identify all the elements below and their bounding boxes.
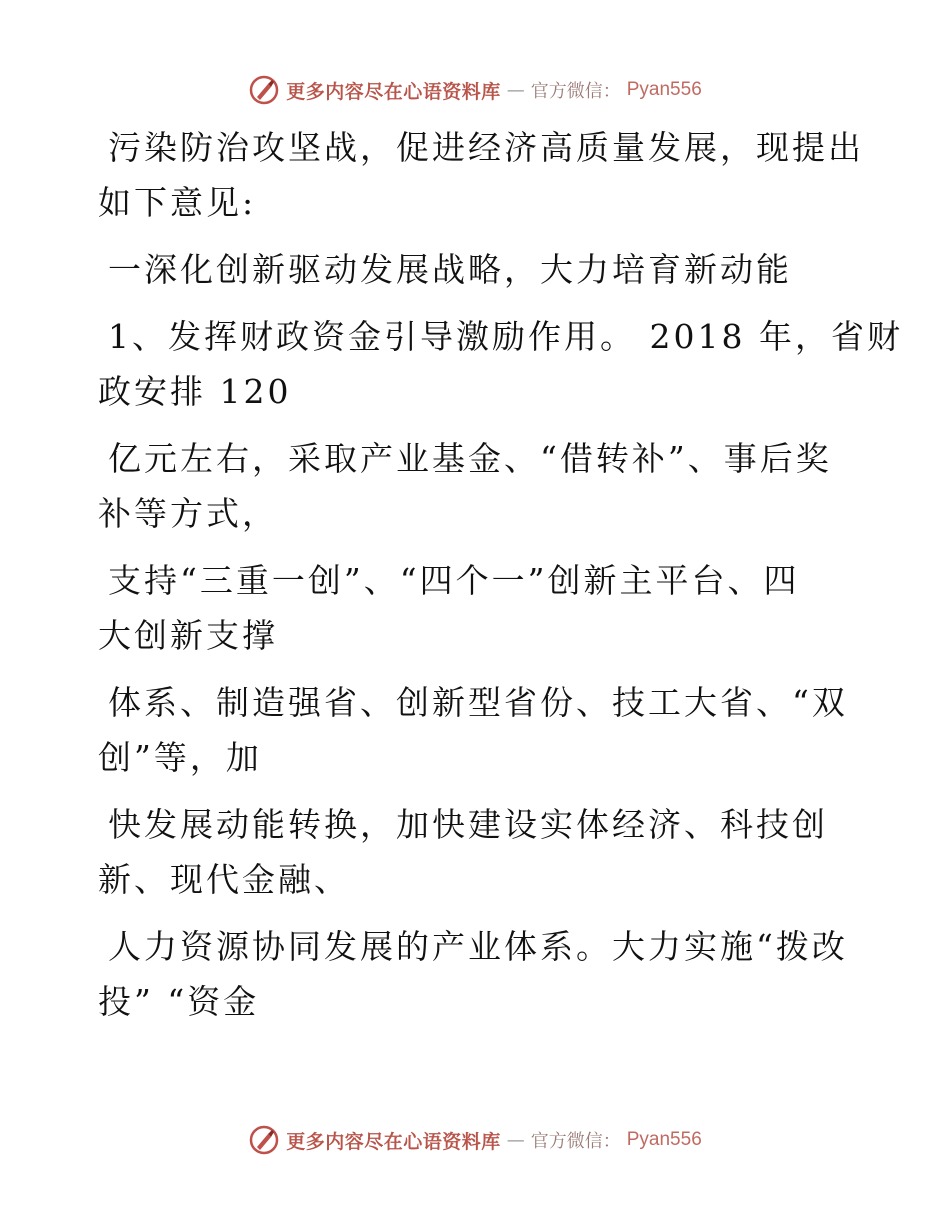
text-line: 1、发挥财政资金引导激励作用。 2018 年，省财 (108, 317, 903, 356)
text-line: 政安排 120 (98, 372, 292, 411)
paragraph (98, 919, 858, 1029)
text-line: 人力资源协同发展的产业体系。大力实施“拨改 (108, 927, 848, 966)
paragraph (98, 675, 858, 785)
text-line: 投” “资金 (98, 982, 260, 1021)
pen-circle-logo-icon (248, 1124, 280, 1156)
text-line: 新、现代金融、 (98, 860, 350, 899)
text-line: 如下意见: (98, 183, 257, 222)
paragraph (98, 797, 858, 907)
text-line: 大创新支撑 (98, 616, 278, 655)
paragraph (98, 553, 858, 663)
text-line: 一深化创新驱动发展战略，大力培育新动能 (108, 250, 792, 289)
watermark-wechat-id: Pyan556 (626, 1129, 702, 1150)
text-line: 亿元左右，采取产业基金、“借转补”、事后奖 (108, 439, 832, 478)
watermark-wechat-id: Pyan556 (626, 79, 702, 100)
footer-watermark (0, 1120, 950, 1160)
pen-circle-logo-icon (248, 74, 280, 106)
document-body (98, 120, 903, 1041)
text-line: 支持“三重一创”、“四个一”创新主平台、四 (108, 561, 800, 600)
text-line: 快发展动能转换，加快建设实体经济、科技创 (108, 805, 828, 844)
text-line: 补等方式， (98, 494, 278, 533)
paragraph (98, 431, 858, 541)
watermark-wechat-label: 官方微信： (530, 81, 621, 102)
text-line: 污染防治攻坚战，促进经济高质量发展，现提出 (108, 128, 864, 167)
watermark-brand: 更多内容尽在心语资料库 (286, 1130, 501, 1153)
paragraph (98, 309, 903, 419)
section-heading (98, 242, 858, 297)
text-line: 创”等，加 (98, 738, 262, 777)
header-watermark (0, 70, 950, 110)
watermark-wechat-label: 官方微信： (530, 1131, 621, 1152)
watermark-dash: — (506, 79, 525, 101)
paragraph (98, 120, 864, 230)
watermark-brand: 更多内容尽在心语资料库 (286, 80, 501, 103)
text-line: 体系、制造强省、创新型省份、技工大省、“双 (108, 683, 848, 722)
watermark-dash: — (506, 1129, 525, 1151)
